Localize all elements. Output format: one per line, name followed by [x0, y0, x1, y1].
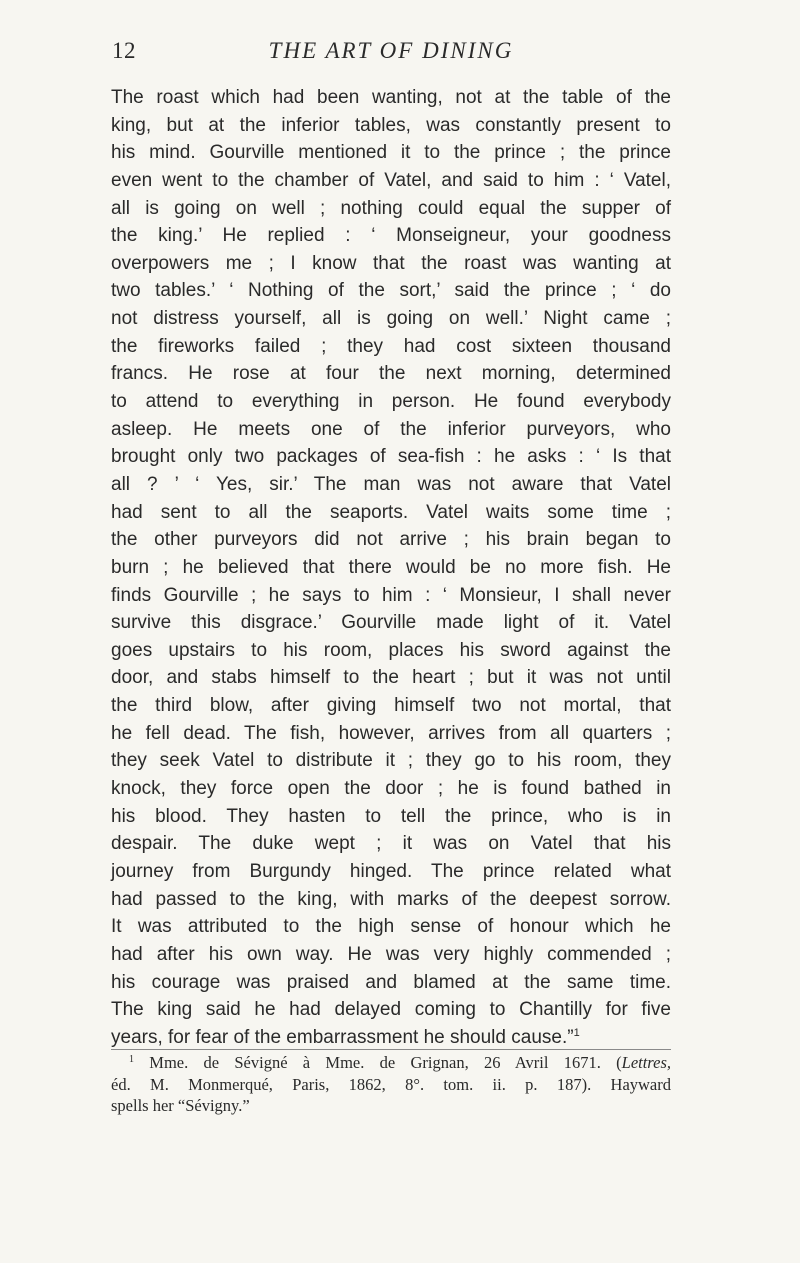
text-line: his blood. They hasten to tell the prince, who is in [111, 805, 671, 827]
text-line: goes upstairs to his room, places his sword against the [111, 639, 671, 661]
text-line: king, but at the inferior tables, was constantly present to [111, 114, 671, 136]
text-line: all ? ’ ‘ Yes, sir.’ The man was not aware that Vatel [111, 473, 671, 495]
text-line: two tables.’ ‘ Nothing of the sort,’ said the prince ; ‘ do [111, 280, 671, 302]
text-line: asleep. He meets one of the inferior purveyors, who [111, 418, 671, 440]
footnote-reference[interactable]: 1 [573, 1026, 580, 1039]
text-line: finds Gourville ; he says to him : ‘ Monsieur, I shall never [111, 584, 671, 606]
text-line: brought only two packages of sea-fish : he asks : ‘ Is that [111, 446, 671, 468]
text-line-content: years, for fear of the embarrassment he should cause.” [111, 1026, 574, 1048]
text-line: The roast which had been wanting, not at the table of the [111, 87, 671, 108]
text-line: francs. He rose at four the next morning, determined [111, 363, 671, 385]
text-line: the fireworks failed ; they had cost sixteen thousand [111, 335, 671, 357]
text-line: had after his own way. He was very highly commended ; [111, 943, 671, 965]
footnote-line: spells her “Sévigny.” [111, 1096, 250, 1115]
body-text [111, 84, 671, 1051]
text-line: had sent to all the seaports. Vatel waits some time ; [111, 501, 671, 523]
text-line: all is going on well ; nothing could equal the supper of [111, 197, 671, 219]
footnote [111, 1052, 671, 1117]
running-head [112, 38, 670, 68]
text-line: the king.’ He replied : ‘ Monseigneur, your goodness [111, 225, 671, 247]
text-line: the third blow, after giving himself two not mortal, that [111, 695, 671, 717]
text-line: to attend to everything in person. He found everybody [111, 391, 671, 413]
text-line: overpowers me ; I know that the roast was wanting at [111, 252, 671, 274]
text-line: door, and stabs himself to the heart ; but it was not until [111, 667, 671, 689]
text-line: he fell dead. The fish, however, arrives from all quarters ; [111, 722, 671, 744]
page-number: 12 [112, 38, 136, 63]
text-line: It was attributed to the high sense of honour which he [111, 916, 671, 938]
text-line: despair. The duke wept ; it was on Vatel that his [111, 833, 671, 855]
text-line: survive this disgrace.’ Gourville made light of it. Vatel [111, 612, 671, 634]
text-line: burn ; he believed that there would be no more fish. He [111, 556, 671, 578]
footnote-text: Mme. de Sévigné à Mme. de Grignan, 26 Avril 1671. ( [149, 1053, 622, 1072]
text-line: they seek Vatel to distribute it ; they go to his room, they [111, 750, 671, 772]
text-line: even went to the chamber of Vatel, and said to him : ‘ Vatel, [111, 169, 671, 191]
footnote-marker: 1 [129, 1054, 134, 1065]
text-line: his mind. Gourville mentioned it to the prince ; the prince [111, 142, 671, 164]
text-line: the other purveyors did not arrive ; his brain began to [111, 529, 671, 551]
text-line: not distress yourself, all is going on well.’ Night came ; [111, 308, 671, 330]
footnote-italic-title: Lettres, [621, 1053, 671, 1072]
text-line-last [111, 1024, 671, 1052]
footnote-divider [111, 1049, 671, 1050]
footnote-line: éd. M. Monmerqué, Paris, 1862, 8°. tom. ii. p. 187). Hayward [111, 1074, 671, 1094]
footnote-line [111, 1052, 671, 1074]
text-line: his courage was praised and blamed at the same time. [111, 971, 671, 993]
text-line: knock, they force open the door ; he is found bathed in [111, 778, 671, 800]
text-line: journey from Burgundy hinged. The prince related what [111, 860, 671, 882]
running-title: THE ART OF DINING [268, 38, 514, 63]
text-line: The king said he had delayed coming to Chantilly for five [111, 999, 671, 1021]
text-line: had passed to the king, with marks of the deepest sorrow. [111, 888, 671, 910]
